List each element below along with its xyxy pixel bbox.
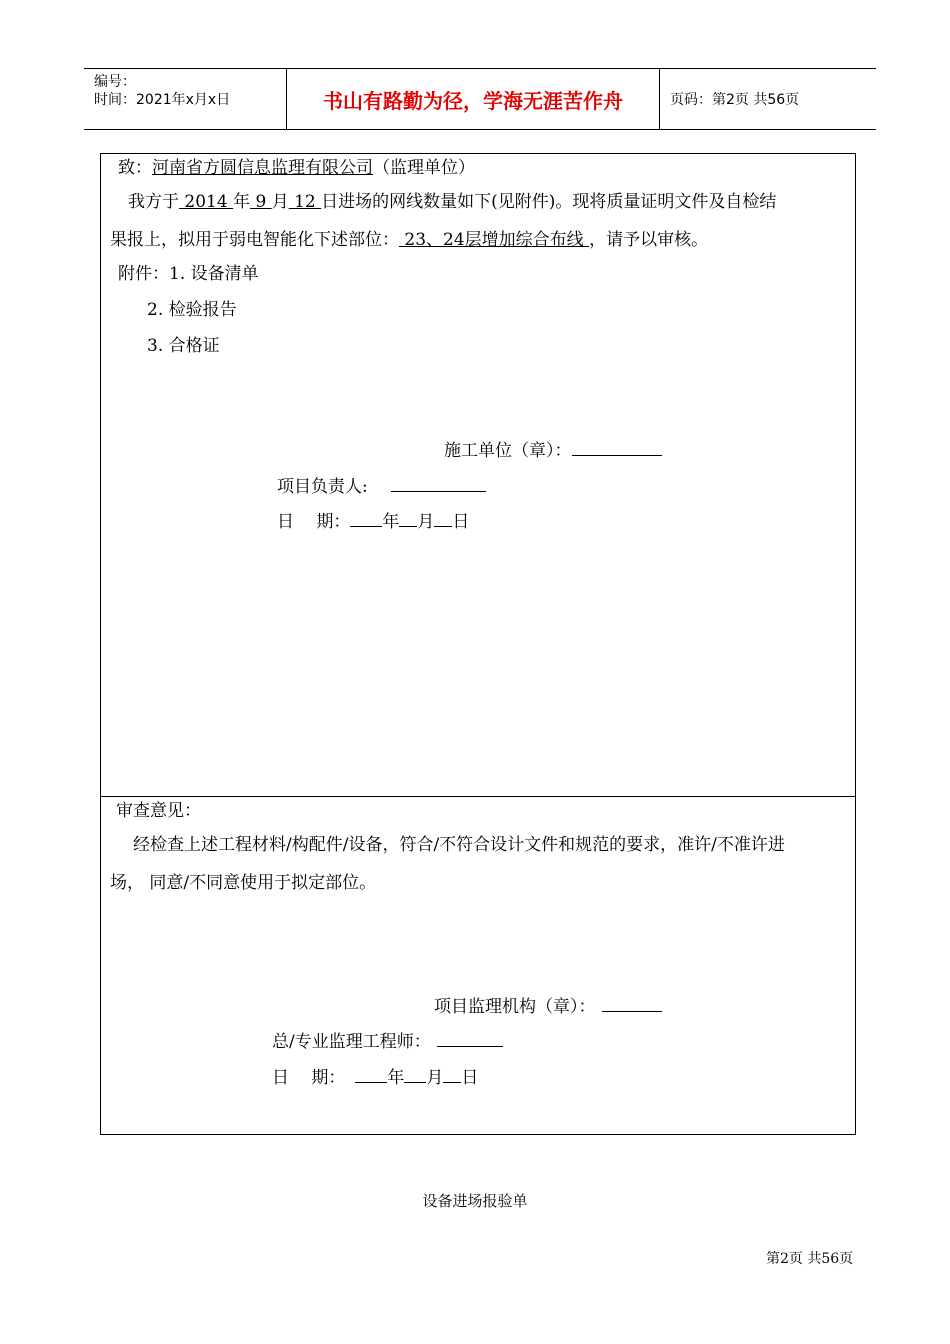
- agency-label: 项目监理机构（章）：: [434, 997, 596, 1017]
- entry-day: 12: [288, 192, 322, 212]
- addressee-line: [118, 157, 475, 179]
- contractor-seal-line: [444, 439, 662, 462]
- time-label: 时间：2021年x月x日: [94, 92, 231, 108]
- contractor-label: 施工单位（章）：: [444, 441, 572, 461]
- body-line-2: [110, 229, 708, 251]
- review-date-month-blank: [404, 1066, 426, 1083]
- header-motto: 书山有路勤为径，学海无涯苦作舟: [287, 69, 660, 129]
- engineer-line: [272, 1030, 503, 1053]
- pm-blank: [391, 475, 486, 492]
- form-date-month-blank: [399, 510, 417, 527]
- agency-blank: [602, 995, 662, 1012]
- entry-year: 2014: [179, 192, 234, 212]
- form-date-day: 日: [452, 512, 470, 532]
- year-unit: 年: [233, 192, 251, 212]
- addressee-company: 河南省方圆信息监理有限公司: [152, 158, 373, 178]
- header-meta: [84, 69, 287, 129]
- form-date-label: 日 期：: [277, 512, 351, 532]
- body-line2-pre: 果报上，拟用于弱电智能化下述部位：: [110, 230, 399, 250]
- engineer-blank: [437, 1030, 503, 1047]
- pm-label: 项目负责人:: [277, 477, 368, 497]
- section-divider: [100, 796, 856, 797]
- install-location: 23、24层增加综合布线: [399, 230, 590, 250]
- body-line2-post: ，请予以审核。: [589, 230, 709, 250]
- review-title: 审查意见：: [116, 801, 201, 821]
- review-date-year: 年: [387, 1068, 405, 1088]
- header-page-info: [660, 69, 876, 129]
- form-date-day-blank: [434, 510, 452, 527]
- review-date-label: 日 期：: [272, 1068, 346, 1088]
- review-date-year-blank: [355, 1066, 387, 1083]
- review-date-line: [272, 1066, 478, 1089]
- form-title: 设备进场报验单: [422, 1192, 528, 1210]
- review-text-line-2: 场， 同意/不同意使用于拟定部位。: [110, 873, 377, 893]
- form-date-year-blank: [350, 510, 382, 527]
- form-date-line: [277, 510, 469, 533]
- engineer-label: 总/专业监理工程师：: [272, 1032, 431, 1052]
- review-date-month: 月: [426, 1068, 444, 1088]
- body-mid: 日进场的网线数量如下(见附件)。现将质量证明文件及自检结: [321, 192, 777, 212]
- body-pre: 我方于: [128, 192, 179, 212]
- attachment-3: 3. 合格证: [147, 336, 220, 356]
- page-header: [84, 68, 876, 130]
- serial-label: 编号：: [94, 74, 136, 90]
- addressee-prefix: 致：: [118, 158, 152, 178]
- page-info-text: 页码：第2页 共56页: [670, 92, 800, 108]
- attachment-2: 2. 检验报告: [147, 300, 237, 320]
- pm-line: [277, 475, 486, 498]
- review-date-day: 日: [461, 1068, 479, 1088]
- addressee-suffix: （监理单位）: [373, 158, 475, 178]
- contractor-blank: [572, 439, 662, 456]
- entry-month: 9: [250, 192, 272, 212]
- form-date-month: 月: [417, 512, 435, 532]
- review-text-line-1: 经检查上述工程材料/构配件/设备，符合/不符合设计文件和规范的要求，准许/不准许进: [133, 835, 785, 855]
- attachment-1: 附件：1. 设备清单: [118, 264, 259, 284]
- agency-seal-line: [434, 995, 662, 1018]
- review-date-day-blank: [443, 1066, 461, 1083]
- footer-page-info: 第2页 共56页: [766, 1251, 854, 1267]
- form-date-year: 年: [382, 512, 400, 532]
- body-line-1: [128, 191, 776, 213]
- month-unit: 月: [271, 192, 289, 212]
